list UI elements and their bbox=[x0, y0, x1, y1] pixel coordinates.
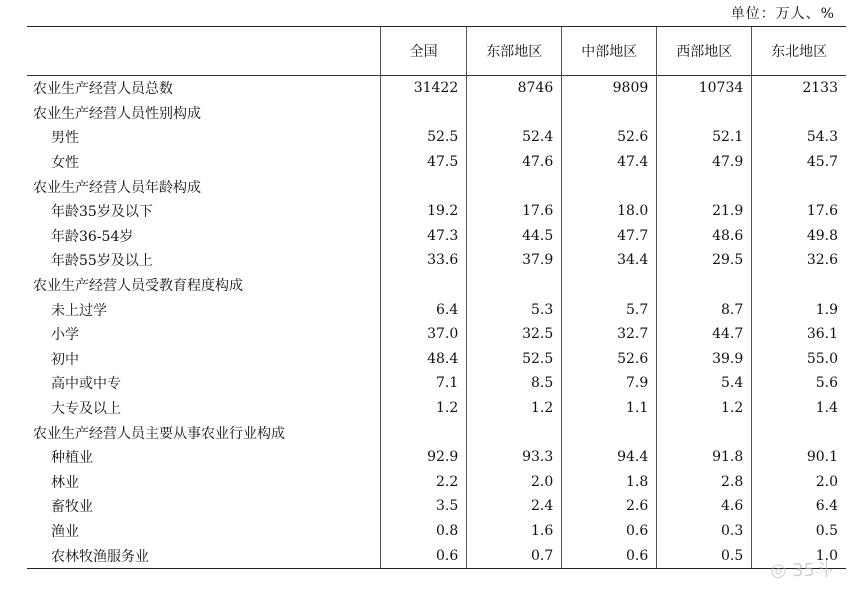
value-cell: 4.6 bbox=[657, 494, 752, 519]
row-label: 农林牧渔服务业 bbox=[27, 543, 381, 568]
value-cell: 32.5 bbox=[467, 322, 562, 347]
value-cell: 2.6 bbox=[562, 494, 657, 519]
unit-label: 单位：万人、% bbox=[730, 6, 835, 22]
value-cell: 52.6 bbox=[562, 347, 657, 372]
column-header: 中部地区 bbox=[562, 27, 657, 76]
value-cell: 8.7 bbox=[657, 297, 752, 322]
row-label: 农业生产经营人员年龄构成 bbox=[33, 179, 201, 196]
value-cell: 92.9 bbox=[381, 445, 467, 470]
value-cell: 52.6 bbox=[562, 125, 657, 150]
value-cell: 8.5 bbox=[467, 371, 562, 396]
value-cell bbox=[562, 420, 657, 445]
value-cell: 21.9 bbox=[657, 199, 752, 224]
value-cell: 44.5 bbox=[467, 224, 562, 249]
row-label: 女性 bbox=[51, 155, 79, 172]
value-cell: 7.9 bbox=[562, 371, 657, 396]
value-cell: 31422 bbox=[381, 76, 467, 101]
value-cell: 9809 bbox=[562, 76, 657, 101]
row-label: 畜牧业 bbox=[51, 499, 93, 516]
value-cell: 6.4 bbox=[752, 494, 846, 519]
value-cell bbox=[752, 420, 846, 445]
value-cell: 1.9 bbox=[752, 297, 846, 322]
value-cell: 90.1 bbox=[752, 445, 846, 470]
value-cell: 3.5 bbox=[381, 494, 467, 519]
value-cell: 32.7 bbox=[562, 322, 657, 347]
row-label: 农业生产经营人员受教育程度构成 bbox=[33, 278, 243, 295]
watermark-text: 35斗 bbox=[792, 560, 833, 581]
table-row bbox=[27, 76, 846, 101]
statistics-table bbox=[27, 26, 846, 569]
value-cell: 44.7 bbox=[657, 322, 752, 347]
table-row bbox=[27, 347, 846, 372]
value-cell: 94.4 bbox=[562, 445, 657, 470]
value-cell: 1.4 bbox=[752, 396, 846, 421]
row-label: 小学 bbox=[51, 327, 79, 344]
value-cell: 1.2 bbox=[467, 396, 562, 421]
value-cell: 33.6 bbox=[381, 248, 467, 273]
value-cell: 39.9 bbox=[657, 347, 752, 372]
row-label: 农业生产经营人员主要从事农业行业构成 bbox=[33, 425, 285, 442]
row-label: 初中 bbox=[51, 351, 79, 368]
value-cell bbox=[467, 101, 562, 126]
value-cell: 54.3 bbox=[752, 125, 846, 150]
value-cell: 0.6 bbox=[562, 519, 657, 544]
value-cell: 55.0 bbox=[752, 347, 846, 372]
value-cell: 32.6 bbox=[752, 248, 846, 273]
table-row bbox=[27, 224, 846, 249]
value-cell: 17.6 bbox=[467, 199, 562, 224]
value-cell: 10734 bbox=[657, 76, 752, 101]
table-row bbox=[27, 420, 846, 445]
watermark-logo: ◎ 35斗 bbox=[770, 560, 833, 581]
value-cell bbox=[657, 174, 752, 199]
value-cell bbox=[562, 174, 657, 199]
row-label: 种植业 bbox=[51, 450, 93, 467]
value-cell: 2.0 bbox=[752, 470, 846, 495]
row-label: 林业 bbox=[51, 474, 79, 491]
value-cell: 2133 bbox=[752, 76, 846, 101]
table-row bbox=[27, 543, 846, 568]
row-label: 年龄55岁及以上 bbox=[51, 253, 153, 270]
table-row bbox=[27, 297, 846, 322]
table-row bbox=[27, 273, 846, 298]
row-label: 渔业 bbox=[51, 523, 79, 540]
value-cell: 2.0 bbox=[467, 470, 562, 495]
value-cell: 48.4 bbox=[381, 347, 467, 372]
value-cell: 5.3 bbox=[467, 297, 562, 322]
value-cell: 1.1 bbox=[562, 396, 657, 421]
value-cell: 37.9 bbox=[467, 248, 562, 273]
row-label: 农业生产经营人员总数 bbox=[33, 81, 173, 98]
value-cell: 1.2 bbox=[657, 396, 752, 421]
table-row bbox=[27, 322, 846, 347]
value-cell bbox=[657, 420, 752, 445]
value-cell: 5.4 bbox=[657, 371, 752, 396]
table-row bbox=[27, 199, 846, 224]
value-cell: 34.4 bbox=[562, 248, 657, 273]
value-cell: 1.2 bbox=[381, 396, 467, 421]
table-row bbox=[27, 371, 846, 396]
value-cell: 52.5 bbox=[467, 347, 562, 372]
value-cell: 0.6 bbox=[381, 543, 467, 568]
value-cell: 6.4 bbox=[381, 297, 467, 322]
value-cell: 2.4 bbox=[467, 494, 562, 519]
value-cell: 7.1 bbox=[381, 371, 467, 396]
value-cell: 0.7 bbox=[467, 543, 562, 568]
value-cell: 91.8 bbox=[657, 445, 752, 470]
column-header: 全国 bbox=[381, 27, 467, 76]
value-cell: 29.5 bbox=[657, 248, 752, 273]
value-cell: 0.6 bbox=[562, 543, 657, 568]
value-cell: 52.1 bbox=[657, 125, 752, 150]
value-cell: 47.6 bbox=[467, 150, 562, 175]
row-label: 年龄35岁及以下 bbox=[51, 204, 153, 221]
value-cell: 47.4 bbox=[562, 150, 657, 175]
row-label: 年龄36-54岁 bbox=[51, 228, 134, 245]
value-cell bbox=[381, 420, 467, 445]
value-cell: 0.5 bbox=[657, 543, 752, 568]
value-cell: 49.8 bbox=[752, 224, 846, 249]
value-cell: 18.0 bbox=[562, 199, 657, 224]
column-header: 东北地区 bbox=[752, 27, 846, 76]
table-row bbox=[27, 445, 846, 470]
value-cell: 47.9 bbox=[657, 150, 752, 175]
table-header-row bbox=[27, 27, 846, 76]
value-cell: 47.3 bbox=[381, 224, 467, 249]
value-cell: 37.0 bbox=[381, 322, 467, 347]
value-cell: 47.5 bbox=[381, 150, 467, 175]
value-cell: 8746 bbox=[467, 76, 562, 101]
value-cell: 1.6 bbox=[467, 519, 562, 544]
value-cell: 2.8 bbox=[657, 470, 752, 495]
value-cell: 0.5 bbox=[752, 519, 846, 544]
value-cell: 19.2 bbox=[381, 199, 467, 224]
header-blank-cell bbox=[27, 27, 381, 76]
table-row bbox=[27, 470, 846, 495]
value-cell: 48.6 bbox=[657, 224, 752, 249]
table-row bbox=[27, 396, 846, 421]
row-label: 男性 bbox=[51, 130, 79, 147]
value-cell bbox=[562, 273, 657, 298]
value-cell bbox=[562, 101, 657, 126]
value-cell bbox=[752, 273, 846, 298]
value-cell bbox=[752, 101, 846, 126]
value-cell bbox=[381, 174, 467, 199]
row-label: 高中或中专 bbox=[51, 376, 121, 393]
value-cell bbox=[467, 420, 562, 445]
table-row bbox=[27, 101, 846, 126]
value-cell bbox=[381, 101, 467, 126]
column-header: 东部地区 bbox=[467, 27, 562, 76]
value-cell bbox=[657, 101, 752, 126]
value-cell: 0.8 bbox=[381, 519, 467, 544]
value-cell: 5.7 bbox=[562, 297, 657, 322]
value-cell: 45.7 bbox=[752, 150, 846, 175]
table-row bbox=[27, 150, 846, 175]
table-row bbox=[27, 494, 846, 519]
column-header: 西部地区 bbox=[657, 27, 752, 76]
table-row bbox=[27, 248, 846, 273]
table-body bbox=[27, 76, 846, 569]
value-cell bbox=[381, 273, 467, 298]
value-cell: 0.3 bbox=[657, 519, 752, 544]
row-label: 农业生产经营人员性别构成 bbox=[33, 105, 201, 122]
value-cell: 5.6 bbox=[752, 371, 846, 396]
value-cell: 47.7 bbox=[562, 224, 657, 249]
value-cell: 52.5 bbox=[381, 125, 467, 150]
table-row bbox=[27, 125, 846, 150]
value-cell bbox=[657, 273, 752, 298]
value-cell: 2.2 bbox=[381, 470, 467, 495]
value-cell: 1.8 bbox=[562, 470, 657, 495]
row-label: 大专及以上 bbox=[51, 401, 121, 418]
value-cell: 17.6 bbox=[752, 199, 846, 224]
value-cell: 52.4 bbox=[467, 125, 562, 150]
table-row bbox=[27, 174, 846, 199]
table-row bbox=[27, 519, 846, 544]
value-cell: 93.3 bbox=[467, 445, 562, 470]
row-label: 未上过学 bbox=[51, 302, 107, 319]
value-cell bbox=[752, 174, 846, 199]
value-cell: 1.0 bbox=[752, 543, 846, 568]
value-cell bbox=[467, 174, 562, 199]
value-cell bbox=[467, 273, 562, 298]
value-cell: 36.1 bbox=[752, 322, 846, 347]
